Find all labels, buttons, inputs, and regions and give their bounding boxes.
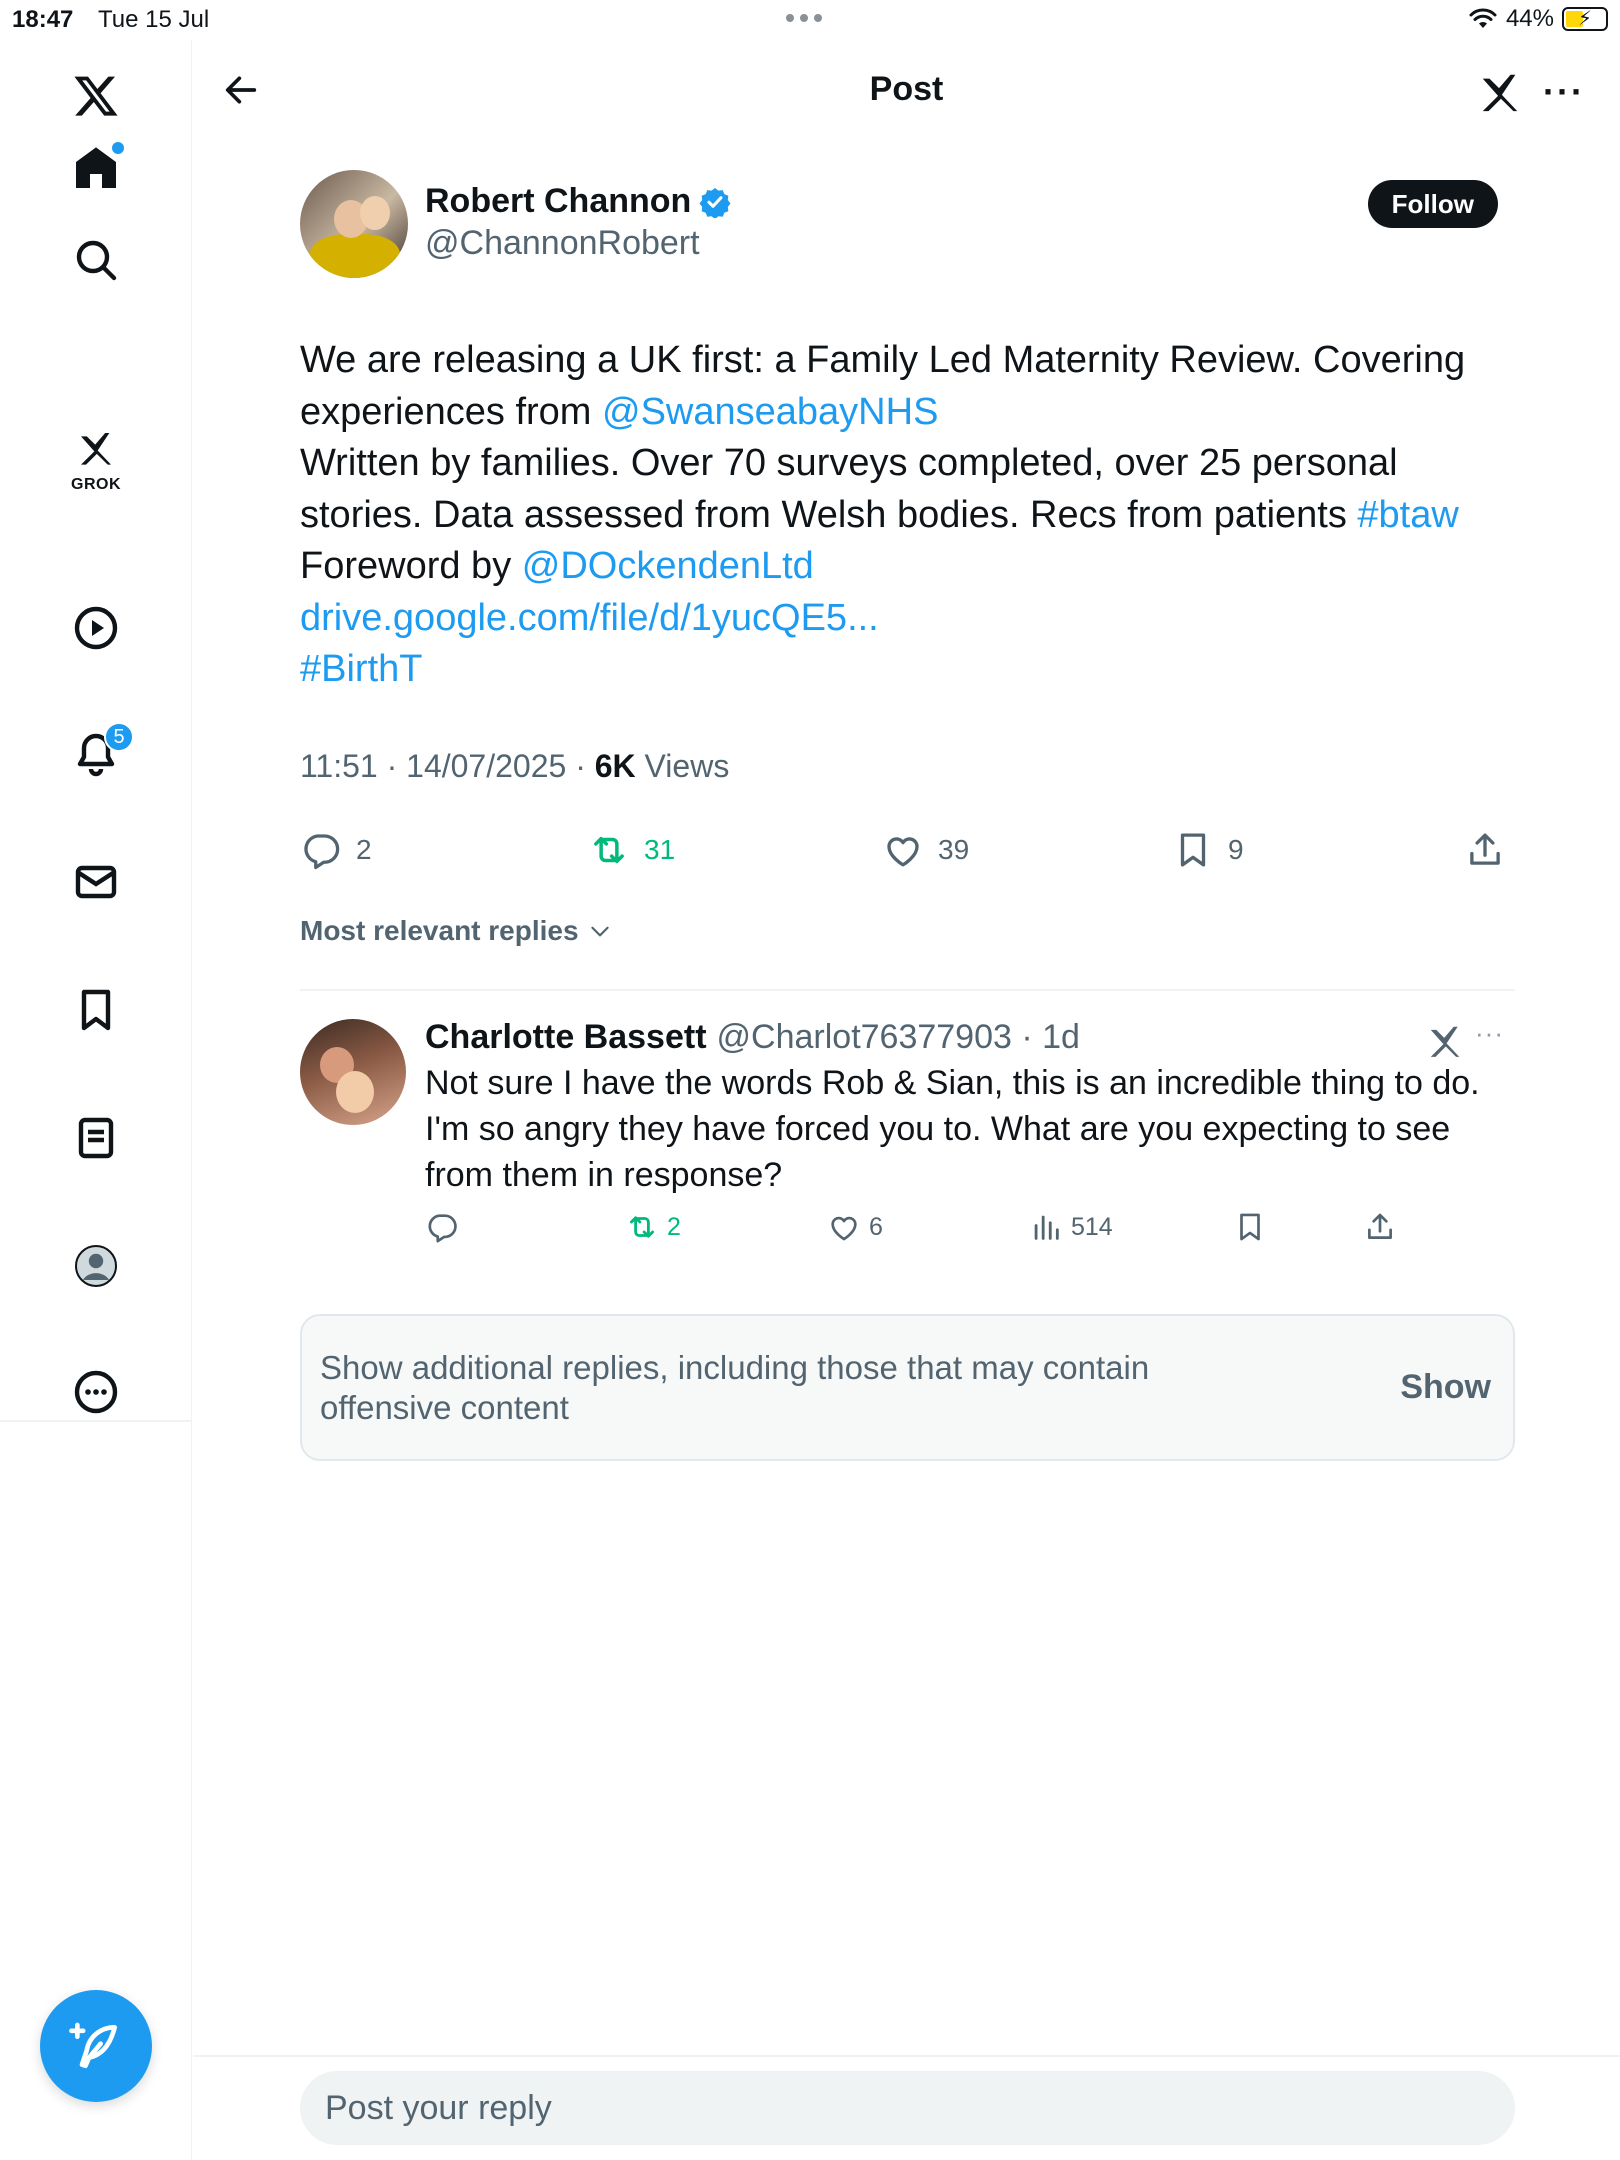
reply-views-count: 514 <box>1071 1212 1113 1241</box>
grok-icon <box>1477 69 1523 115</box>
more-options-icon[interactable] <box>60 1356 132 1428</box>
reply-reply-button[interactable] <box>425 1202 459 1252</box>
home-unread-dot <box>112 142 124 154</box>
grok-nav-item[interactable] <box>60 420 132 492</box>
reply-like-count: 6 <box>869 1212 883 1241</box>
post-text-fragment: experiences from <box>300 390 603 433</box>
search-icon[interactable] <box>60 224 132 296</box>
bookmark-count: 9 <box>1228 834 1244 865</box>
author-name[interactable] <box>425 182 731 221</box>
views-count: 6K <box>594 748 636 784</box>
page-title: Post <box>869 70 944 108</box>
hashtag-btaw[interactable]: #btaw <box>1357 493 1459 536</box>
post-actions <box>300 820 1515 880</box>
messages-icon[interactable] <box>60 846 132 918</box>
verified-badge-icon <box>699 186 731 218</box>
reply-actions <box>425 1202 1515 1252</box>
bookmark-button[interactable] <box>1172 820 1244 880</box>
follow-button[interactable]: Follow <box>1368 180 1498 228</box>
status-right <box>1468 5 1608 33</box>
reply-views-button[interactable] <box>1029 1202 1113 1252</box>
grok-label: GROK <box>71 476 121 493</box>
compose-post-button[interactable] <box>40 1990 152 2102</box>
lists-icon[interactable] <box>60 1102 132 1174</box>
reply-input[interactable] <box>300 2071 1515 2145</box>
home-icon[interactable] <box>60 132 132 204</box>
heart-icon <box>827 1210 861 1244</box>
sidebar <box>0 40 192 2160</box>
compose-feather-icon <box>68 2018 124 2074</box>
show-additional-replies-button[interactable]: Show <box>1400 1368 1491 1406</box>
like-count: 39 <box>938 834 970 865</box>
share-icon <box>1464 829 1506 871</box>
reply-count: 2 <box>356 834 372 865</box>
share-button[interactable] <box>1464 820 1506 880</box>
share-icon <box>1363 1210 1397 1244</box>
repost-button[interactable] <box>588 820 675 880</box>
replies-sort-label: Most relevant replies <box>300 915 579 946</box>
reply-author-name[interactable]: Charlotte Bassett <box>425 1018 707 1056</box>
repost-icon <box>625 1210 659 1244</box>
reply-bookmark-button[interactable] <box>1233 1202 1267 1252</box>
reply-text <box>425 1060 1515 1198</box>
author-name-text: Robert Channon <box>425 182 692 220</box>
grok-icon <box>1426 1022 1464 1060</box>
post-text-line: We are releasing a UK first: a Family Led Maternity Review. Covering <box>300 339 1466 381</box>
post-meta <box>300 748 729 785</box>
additional-replies-message: Show additional replies, including those that may contain offensive content <box>320 1349 1150 1426</box>
bookmark-icon <box>1233 1210 1267 1244</box>
post-timestamp[interactable]: 11:51 · 14/07/2025 · <box>300 748 595 784</box>
reply-grok-button[interactable] <box>1422 1018 1468 1064</box>
battery-icon: ⚡ <box>1562 7 1608 31</box>
bookmark-icon <box>1172 829 1214 871</box>
reply-text-line: I'm so angry they have forced you to. What are you expecting to see <box>425 1110 1451 1148</box>
composer-divider <box>193 2055 1620 2057</box>
status-time: 18:47 <box>12 6 74 33</box>
like-button[interactable] <box>882 820 969 880</box>
header-more-icon[interactable]: ··· <box>1543 71 1585 112</box>
reply-repost-count: 2 <box>667 1212 681 1241</box>
reply-text-line: Not sure I have the words Rob & Sian, this is an incredible thing to do. <box>425 1064 1480 1102</box>
notifications-icon[interactable] <box>60 718 132 790</box>
views-label: Views <box>635 748 730 784</box>
repost-icon <box>588 829 630 871</box>
post-text-fragment: Foreword by <box>300 545 522 587</box>
reply-composer <box>300 2071 1515 2145</box>
reply-header <box>425 1018 1080 1057</box>
grok-explain-button[interactable] <box>1472 64 1528 120</box>
drive-link[interactable]: drive.google.com/file/d/1yucQE5... <box>300 596 879 639</box>
replies-sort-dropdown[interactable] <box>300 915 613 947</box>
repost-count: 31 <box>644 834 676 865</box>
views-chart-icon <box>1029 1210 1063 1244</box>
reply-share-button[interactable] <box>1363 1202 1397 1252</box>
notifications-badge: 5 <box>104 722 134 752</box>
x-logo-icon[interactable] <box>60 60 132 132</box>
wifi-icon <box>1468 7 1498 31</box>
status-bar <box>0 0 1620 40</box>
status-date: Tue 15 Jul <box>98 6 210 33</box>
additional-replies-banner <box>300 1314 1515 1461</box>
reply-icon <box>300 829 342 871</box>
heart-icon <box>882 829 924 871</box>
post-text <box>300 335 1515 696</box>
post-text-line: Written by families. Over 70 surveys completed, over 25 personal <box>300 442 1398 484</box>
post-text-line <box>300 387 1515 439</box>
video-icon[interactable] <box>60 592 132 664</box>
reply-handle-time[interactable]: @Charlot76377903 · 1d <box>716 1018 1080 1056</box>
reply-text-line: from them in response? <box>425 1156 783 1194</box>
author-avatar[interactable] <box>300 170 408 278</box>
reply-button[interactable] <box>300 820 372 880</box>
post-text-line <box>300 541 1515 593</box>
mention-swanseabaynhs[interactable]: @SwanseabayNHS <box>602 390 939 433</box>
bookmarks-icon[interactable] <box>60 974 132 1046</box>
battery-percent: 44% <box>1505 5 1554 32</box>
reply-repost-button[interactable] <box>625 1202 681 1252</box>
reply-like-button[interactable] <box>827 1202 883 1252</box>
post-text-fragment: stories. Data assessed from Welsh bodies. Recs from patients <box>300 493 1358 536</box>
grok-icon <box>76 428 116 468</box>
replies-divider <box>300 989 1515 991</box>
profile-icon[interactable] <box>60 1230 132 1302</box>
sidebar-divider <box>0 1420 192 1422</box>
multitasking-dots[interactable] <box>786 14 822 22</box>
hashtag-birtht[interactable]: #BirthT <box>300 648 423 690</box>
page-header <box>193 40 1620 140</box>
chevron-down-icon <box>587 918 613 944</box>
reply-icon <box>425 1210 459 1244</box>
reply-more-icon[interactable]: ··· <box>1475 1018 1504 1048</box>
mention-dockendenltd[interactable]: @DOckendenLtd <box>521 545 814 587</box>
author-handle[interactable]: @ChannonRobert <box>425 224 700 262</box>
post-text-line <box>300 490 1515 542</box>
reply-author-avatar[interactable] <box>300 1019 406 1125</box>
